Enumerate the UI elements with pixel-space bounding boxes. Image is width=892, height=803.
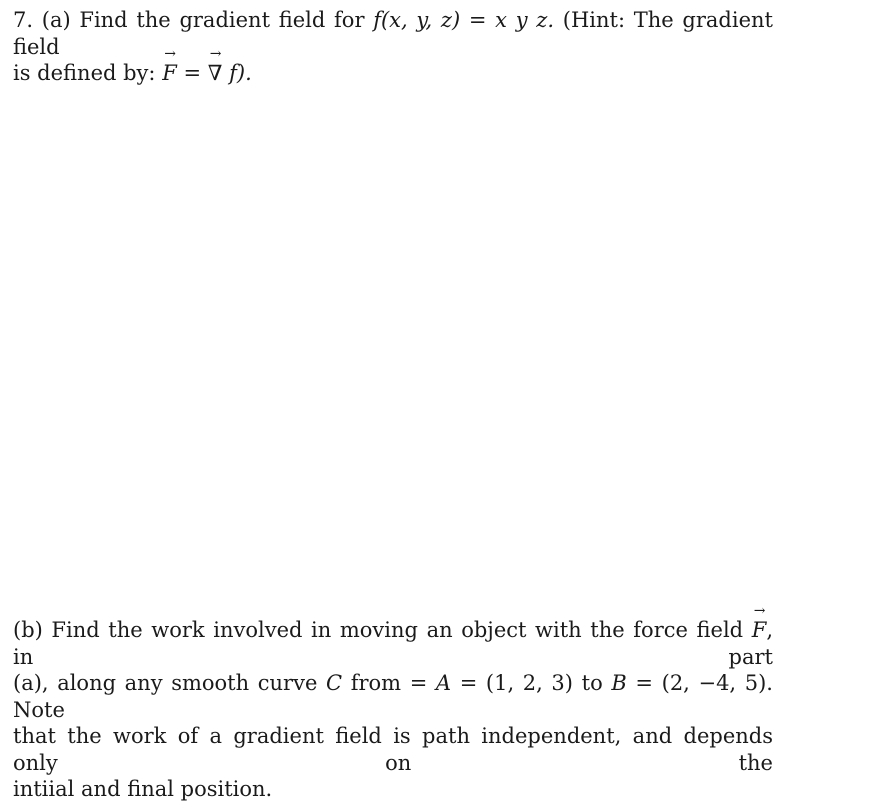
nabla-letter: ∇ — [207, 61, 223, 85]
part-b-from: from = — [350, 671, 428, 695]
question-part-b — [13, 603, 773, 803]
nabla-arrow-icon: → — [209, 46, 222, 62]
point-a-value: = (1, 2, 3) — [459, 671, 573, 695]
hint-open: (Hint: The gradient field — [13, 8, 773, 59]
part-b-line-4: intiial and final position. — [13, 777, 273, 801]
vector-f-letter-b: F — [751, 618, 767, 642]
part-b-line2-prefix: (a), along any smooth curve — [13, 671, 318, 695]
vector-f-letter: F — [162, 61, 177, 85]
equals-sign: = — [183, 61, 202, 85]
point-a-label: A — [435, 671, 452, 695]
vector-f-symbol-b — [751, 603, 767, 644]
part-b-line1-prefix: (b) Find the work involved in moving an object with the force field — [13, 618, 744, 642]
part-a-prefix: 7. (a) Find the gradient field for — [13, 8, 365, 32]
curve-symbol: C — [326, 671, 343, 695]
part-b-line-1 — [13, 603, 773, 670]
vector-arrow-icon: → — [753, 603, 766, 619]
question-part-a — [13, 7, 773, 87]
nabla-symbol — [207, 46, 223, 87]
part-a-line2-prefix: is defined by: — [13, 61, 156, 85]
part-b-to: to — [581, 671, 603, 695]
part-b-line-3: that the work of a gradient field is path independent, and depends only on the — [13, 724, 773, 775]
part-b-note: Note — [13, 697, 65, 722]
vector-arrow-icon: → — [164, 46, 176, 62]
part-b-line1-suffix: , in part — [13, 618, 773, 669]
point-b-value: = (2, −4, 5). — [635, 671, 773, 695]
point-b-label: B — [611, 671, 627, 695]
part-b-line-2 — [13, 670, 773, 723]
part-a-line-1 — [13, 7, 773, 60]
function-expression: f(x, y, z) = x y z. — [373, 8, 555, 32]
vector-f-symbol — [162, 46, 177, 87]
part-a-line-2 — [13, 46, 773, 87]
part-a-line2-suffix: f). — [229, 61, 252, 85]
